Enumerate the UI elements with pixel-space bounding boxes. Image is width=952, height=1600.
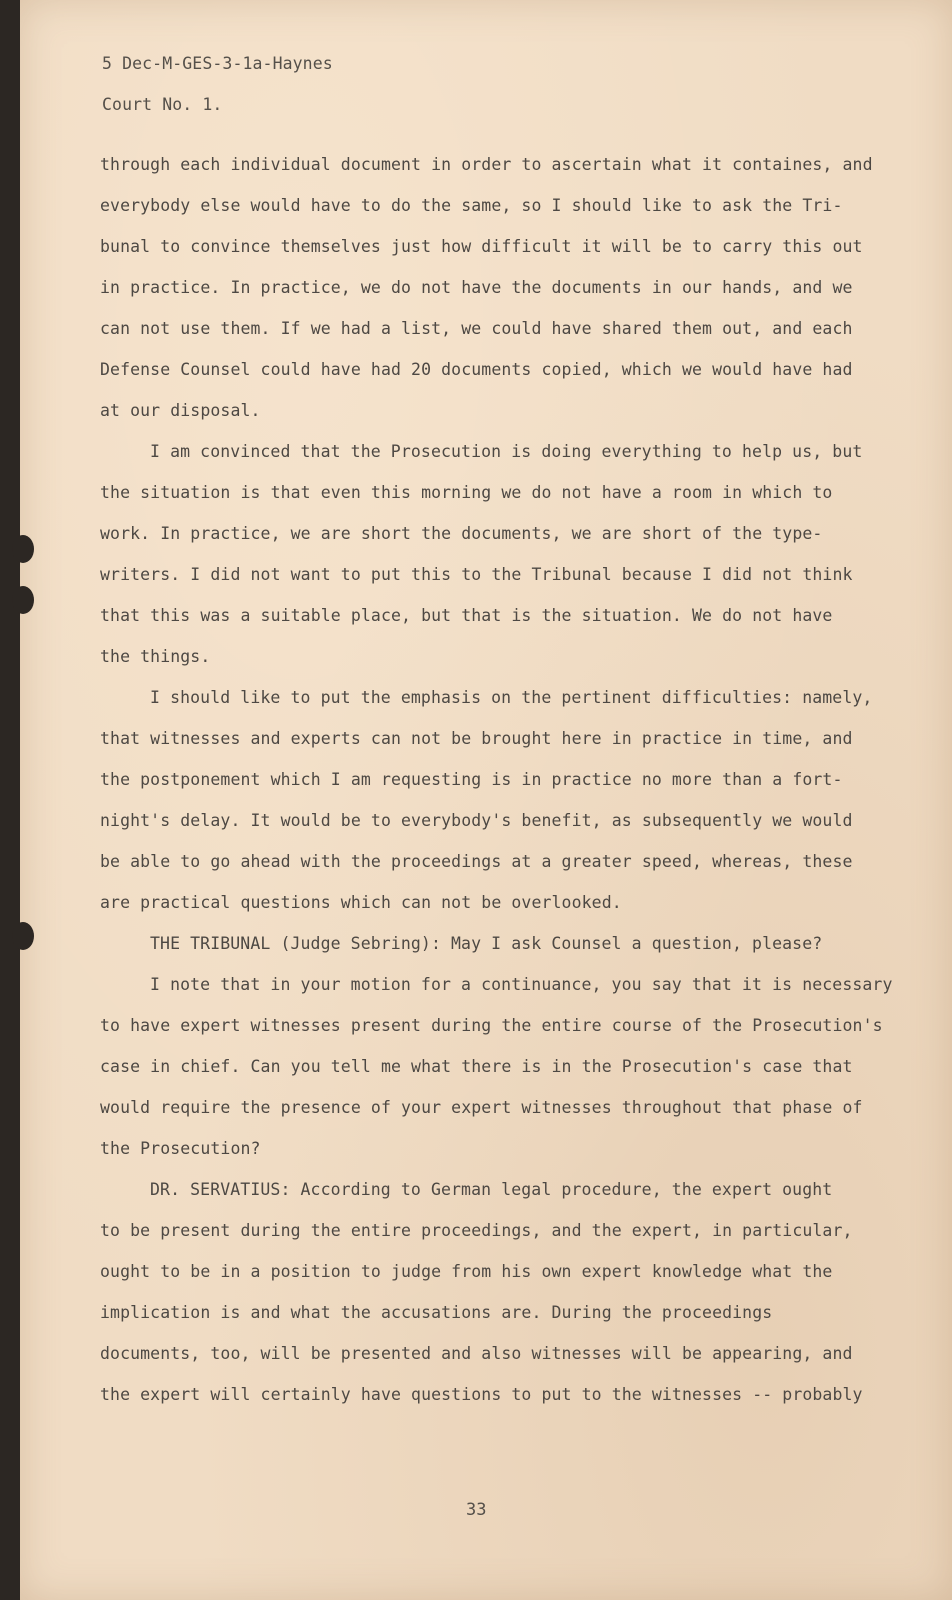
text-line: ought to be in a position to judge from his own expert knowledge what the <box>100 1262 833 1281</box>
text-line: case in chief. Can you tell me what there is in the Prosecution's case that <box>100 1057 853 1076</box>
text-line: would require the presence of your expert witnesses throughout that phase of <box>100 1098 863 1117</box>
text-line: bunal to convince themselves just how difficult it will be to carry this out <box>100 237 863 256</box>
text-line: the postponement which I am requesting is in practice no more than a fort- <box>100 770 843 789</box>
document-page <box>20 0 952 1600</box>
text-line: writers. I did not want to put this to the Tribunal because I did not think <box>100 565 853 584</box>
text-line: through each individual document in order to ascertain what it containes, and <box>100 155 873 174</box>
text-line: can not use them. If we had a list, we could have shared them out, and each <box>100 319 853 338</box>
punch-hole <box>12 922 34 950</box>
text-line: the things. <box>100 647 211 666</box>
text-line: documents, too, will be presented and also witnesses will be appearing, and <box>100 1344 853 1363</box>
page-number: 33 <box>466 1500 487 1520</box>
text-line: are practical questions which can not be overlooked. <box>100 893 622 912</box>
text-line: implication is and what the accusations are. During the proceedings <box>100 1303 773 1322</box>
text-line: Defense Counsel could have had 20 documents copied, which we would have had <box>100 360 853 379</box>
text-line: to be present during the entire proceedings, and the expert, in particular, <box>100 1221 853 1240</box>
text-line: I am convinced that the Prosecution is doing everything to help us, but <box>150 442 863 461</box>
text-line: the situation is that even this morning we do not have a room in which to <box>100 483 833 502</box>
punch-hole <box>12 586 34 614</box>
speaker-line: DR. SERVATIUS: According to German legal procedure, the expert ought <box>150 1180 833 1199</box>
text-line: to have expert witnesses present during the entire course of the Prosecution's <box>100 1016 883 1035</box>
text-line: night's delay. It would be to everybody's benefit, as subsequently we would <box>100 811 853 830</box>
text-line: that witnesses and experts can not be brought here in practice in time, and <box>100 729 853 748</box>
text-line: I note that in your motion for a continuance, you say that it is necessary <box>150 975 893 994</box>
text-line: everybody else would have to do the same, so I should like to ask the Tri- <box>100 196 843 215</box>
text-line: work. In practice, we are short the documents, we are short of the type- <box>100 524 823 543</box>
text-line: in practice. In practice, we do not have the documents in our hands, and we <box>100 278 853 297</box>
text-line: I should like to put the emphasis on the pertinent difficulties: namely, <box>150 688 873 707</box>
document-id: 5 Dec-M-GES-3-1a-Haynes <box>102 54 333 73</box>
court-label: Court No. 1. <box>102 95 223 114</box>
text-line: be able to go ahead with the proceedings at a greater speed, whereas, these <box>100 852 853 871</box>
text-line: the expert will certainly have questions to put to the witnesses -- probably <box>100 1385 863 1404</box>
text-line: at our disposal. <box>100 401 261 420</box>
punch-hole <box>12 535 34 563</box>
text-line: the Prosecution? <box>100 1139 261 1158</box>
speaker-line: THE TRIBUNAL (Judge Sebring): May I ask Counsel a question, please? <box>150 934 823 953</box>
text-line: that this was a suitable place, but that is the situation. We do not have <box>100 606 833 625</box>
